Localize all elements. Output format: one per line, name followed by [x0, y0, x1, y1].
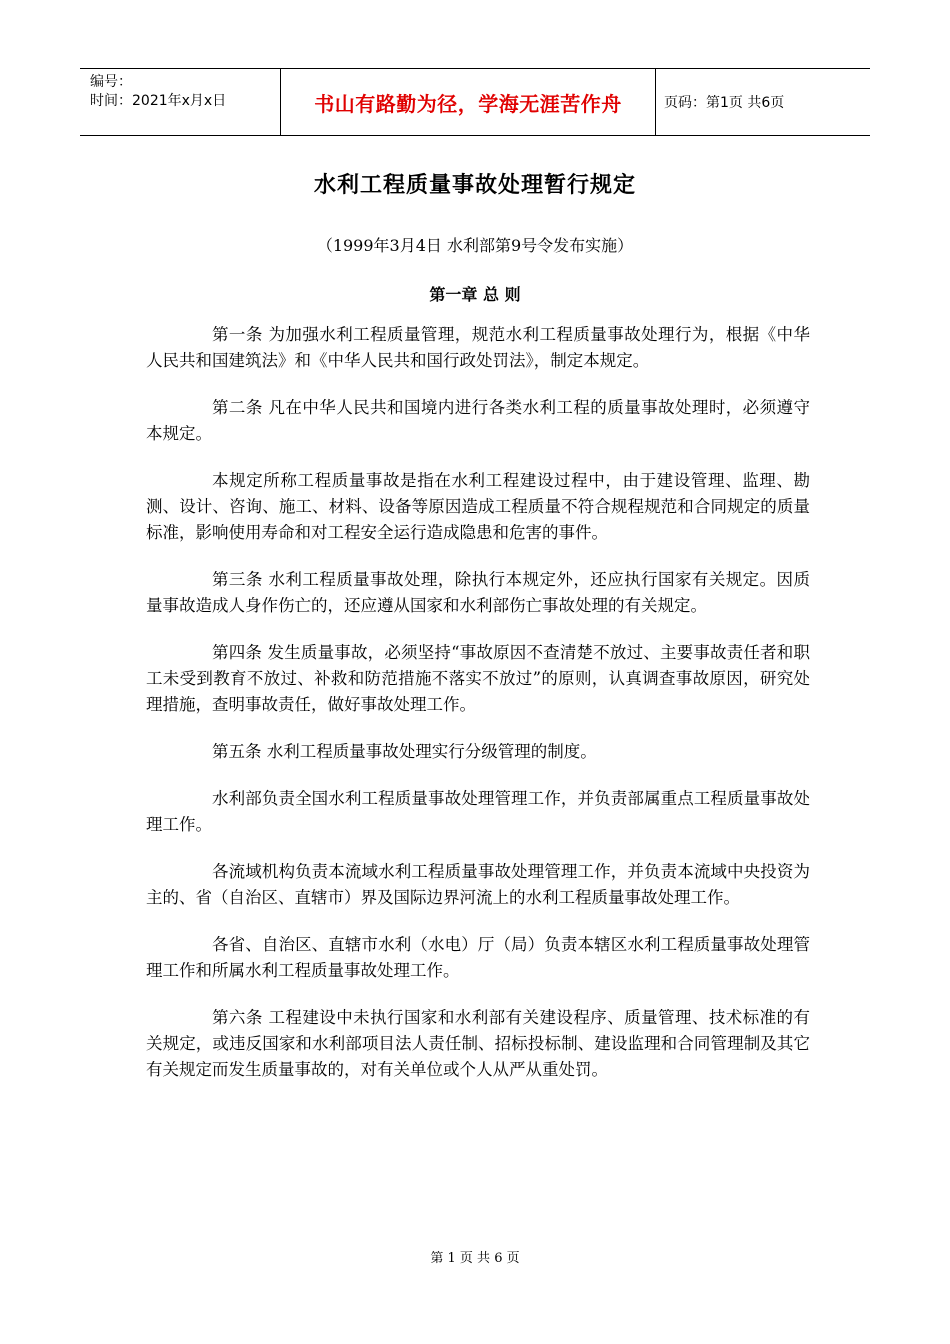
page-header — [80, 68, 870, 136]
paragraph: 第五条 水利工程质量事故处理实行分级管理的制度。 — [212, 742, 597, 761]
paragraph: 第一条 为加强水利工程质量管理，规范水利工程质量事故处理行为，根据《中华人民共和国建筑法》和《中华人民共和国行政处罚法》，制定本规定。 — [146, 325, 810, 370]
paragraph: 本规定所称工程质量事故是指在水利工程建设过程中，由于建设管理、监理、勘测、设计、咨询、施工、材料、设备等原因造成工程质量不符合规程规范和合同规定的质量标准，影响使用寿命和对工程安全运行造成隐患和危害的事件。 — [146, 471, 810, 542]
paragraph: 第三条 水利工程质量事故处理，除执行本规定外，还应执行国家有关规定。因质量事故造成人身作伤亡的，还应遵从国家和水利部伤亡事故处理的有关规定。 — [146, 570, 810, 615]
header-motto-cell — [281, 69, 656, 135]
header-meta-cell — [80, 69, 281, 135]
paragraph: 各流域机构负责本流域水利工程质量事故处理管理工作，并负责本流域中央投资为主的、省（自治区、直辖市）界及国际边界河流上的水利工程质量事故处理工作。 — [146, 862, 810, 907]
header-motto: 书山有路勤为径，学海无涯苦作舟 — [314, 91, 622, 116]
paragraph: 各省、自治区、直辖市水利（水电）厅（局）负责本辖区水利工程质量事故处理管理工作和所属水利工程质量事故处理工作。 — [146, 935, 810, 980]
chapter-heading: 第一章 总 则 — [429, 285, 521, 304]
document-time-label: 时间：2021年x月x日 — [90, 93, 227, 109]
page-footer: 第 1 页 共 6 页 — [430, 1251, 520, 1266]
document-title: 水利工程质量事故处理暂行规定 — [313, 172, 636, 198]
header-page-cell — [656, 69, 870, 135]
document-code-label: 编号： — [90, 74, 132, 90]
paragraph: 水利部负责全国水利工程质量事故处理管理工作，并负责部属重点工程质量事故处理工作。 — [146, 789, 810, 834]
document-body — [146, 322, 810, 1104]
header-page-info: 页码：第1页 共6页 — [664, 95, 785, 111]
document-subtitle: （1999年3月4日 水利部第9号令发布实施） — [316, 236, 634, 255]
paragraph: 第四条 发生质量事故，必须坚持“事故原因不查清楚不放过、主要事故责任者和职工未受到教育不放过、补救和防范措施不落实不放过”的原则，认真调查事故原因，研究处理措施，查明事故责任，做好事故处理工作。 — [146, 643, 810, 714]
paragraph: 第六条 工程建设中未执行国家和水利部有关建设程序、质量管理、技术标准的有关规定，或违反国家和水利部项目法人责任制、招标投标制、建设监理和合同管理制及其它有关规定而发生质量事故的，对有关单位或个人从严从重处罚。 — [146, 1008, 810, 1079]
paragraph: 第二条 凡在中华人民共和国境内进行各类水利工程的质量事故处理时，必须遵守本规定。 — [146, 398, 810, 443]
